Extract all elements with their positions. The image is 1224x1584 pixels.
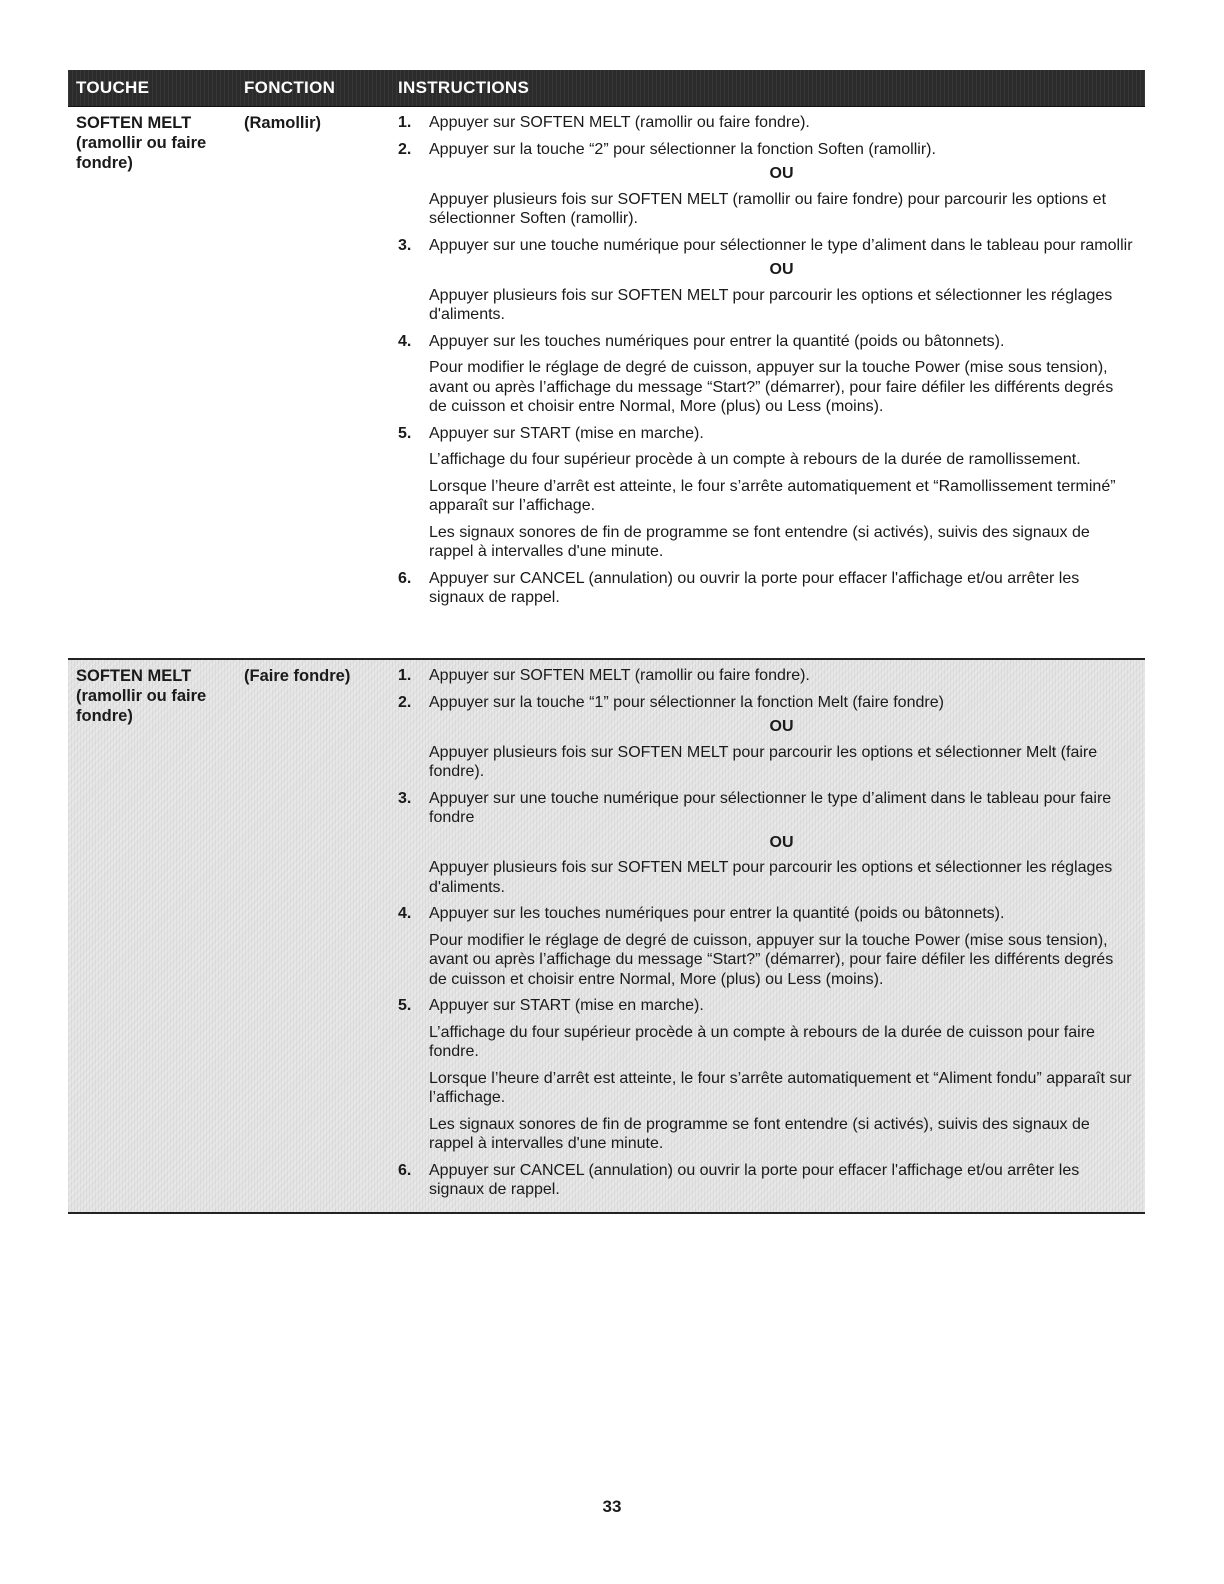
step-note: Lorsque l’heure d’arrêt est atteinte, le four s’arrête automatiquement et “Aliment fondu” apparaît sur l’affichage. xyxy=(429,1069,1132,1106)
step-text: Appuyer sur la touche “2” pour sélectionner la fonction Soften (ramollir). xyxy=(429,140,936,158)
step-note: Lorsque l’heure d’arrêt est atteinte, le four s’arrête automatiquement et “Ramollissement terminé” apparaît sur l’affichage. xyxy=(429,477,1116,514)
or-separator: OU xyxy=(769,833,794,851)
step-number: 1. xyxy=(398,667,412,684)
step-item xyxy=(394,140,1134,160)
step-number: 1. xyxy=(398,114,412,131)
key-cell xyxy=(76,113,241,173)
step-number: 5. xyxy=(398,997,412,1014)
step-item xyxy=(394,332,1134,352)
step-text: Appuyer sur START (mise en marche). xyxy=(429,424,704,442)
instructions-cell xyxy=(394,113,1134,615)
table-row-soften xyxy=(68,107,1145,658)
step-text: Appuyer sur START (mise en marche). xyxy=(429,997,704,1014)
step-text: Appuyer sur CANCEL (annulation) ou ouvrir la porte pour effacer l'affichage et/ou arrêter les signaux de rappel. xyxy=(429,1161,1080,1198)
step-number: 2. xyxy=(398,693,412,711)
header-touche: TOUCHE xyxy=(76,78,150,97)
step-number: 3. xyxy=(398,789,412,807)
key-line: SOFTEN MELT xyxy=(76,114,192,132)
table-header xyxy=(68,70,1145,107)
step-number: 4. xyxy=(398,905,412,922)
function-cell: (Ramollir) xyxy=(244,114,322,132)
step-note: L’affichage du four supérieur procède à un compte à rebours de la durée de ramollissement. xyxy=(429,451,1081,468)
step-text: Appuyer sur SOFTEN MELT (ramollir ou faire fondre). xyxy=(429,114,810,131)
key-line: fondre) xyxy=(76,154,133,172)
page-number: 33 xyxy=(602,1497,622,1516)
step-number: 6. xyxy=(398,1161,412,1179)
step-item xyxy=(394,904,1134,924)
instructions-table xyxy=(68,70,1145,1214)
step-note: Les signaux sonores de fin de programme se font entendre (si activés), suivis des signaux de rappel à intervalles d'une minute. xyxy=(429,1115,1090,1152)
step-item xyxy=(394,996,1134,1016)
instructions-cell xyxy=(394,666,1134,1207)
key-line: fondre) xyxy=(76,707,133,725)
step-note: Pour modifier le réglage de degré de cuisson, appuyer sur la touche Power (mise sous tension), avant ou après l’affichage du message “Start?” (démarrer), pour faire défiler les différents degrés de cuisson et choisir entre Normal, More (plus) ou Less (moins). xyxy=(429,359,1114,415)
step-text: Appuyer sur les touches numériques pour entrer la quantité (poids ou bâtonnets). xyxy=(429,332,1005,350)
step-number: 6. xyxy=(398,569,412,587)
step-number: 2. xyxy=(398,140,412,158)
header-fonction: FONCTION xyxy=(244,78,336,97)
or-separator: OU xyxy=(769,165,794,182)
header-instructions: INSTRUCTIONS xyxy=(398,78,530,97)
key-line: SOFTEN MELT xyxy=(76,667,192,685)
key-cell xyxy=(76,666,241,726)
step-note: Les signaux sonores de fin de programme se font entendre (si activés), suivis des signaux de rappel à intervalles d'une minute. xyxy=(429,523,1090,560)
step-alternative: Appuyer plusieurs fois sur SOFTEN MELT (ramollir ou faire fondre) pour parcourir les options et sélectionner Soften (ramollir). xyxy=(429,190,1107,227)
step-item xyxy=(394,1161,1134,1200)
step-note: Pour modifier le réglage de degré de cuisson, appuyer sur la touche Power (mise sous tension), avant ou après l’affichage du message “Start?” (démarrer), pour faire défiler les différents degrés de cuisson et choisir entre Normal, More (plus) ou Less (moins). xyxy=(429,931,1114,988)
step-text: Appuyer sur les touches numériques pour entrer la quantité (poids ou bâtonnets). xyxy=(429,905,1005,922)
step-item xyxy=(394,424,1134,444)
step-text: Appuyer sur SOFTEN MELT (ramollir ou faire fondre). xyxy=(429,667,810,684)
function-cell: (Faire fondre) xyxy=(244,667,351,685)
step-item xyxy=(394,113,1134,133)
step-alternative: Appuyer plusieurs fois sur SOFTEN MELT pour parcourir les options et sélectionner Melt (faire fondre). xyxy=(429,743,1098,780)
step-number: 4. xyxy=(398,332,412,350)
step-text: Appuyer sur CANCEL (annulation) ou ouvrir la porte pour effacer l'affichage et/ou arrêter les signaux de rappel. xyxy=(429,569,1080,606)
step-number: 3. xyxy=(398,236,412,254)
step-item xyxy=(394,666,1134,686)
key-line: (ramollir ou faire xyxy=(76,687,207,705)
step-text: Appuyer sur une touche numérique pour sélectionner le type d’aliment dans le tableau pour ramollir xyxy=(429,236,1133,254)
step-alternative: Appuyer plusieurs fois sur SOFTEN MELT pour parcourir les options et sélectionner les réglages d'aliments. xyxy=(429,859,1113,896)
step-note: L’affichage du four supérieur procède à un compte à rebours de la durée de cuisson pour faire fondre. xyxy=(429,1023,1095,1060)
or-separator: OU xyxy=(769,261,794,278)
or-separator: OU xyxy=(769,718,794,735)
step-item xyxy=(394,693,1134,713)
table-row-melt xyxy=(68,658,1145,1214)
step-text: Appuyer sur la touche “1” pour sélectionner la fonction Melt (faire fondre) xyxy=(429,693,944,711)
step-alternative: Appuyer plusieurs fois sur SOFTEN MELT pour parcourir les options et sélectionner les réglages d'aliments. xyxy=(429,286,1113,323)
step-number: 5. xyxy=(398,424,412,442)
step-item xyxy=(394,789,1134,828)
key-line: (ramollir ou faire xyxy=(76,134,207,152)
step-item xyxy=(394,236,1134,256)
step-item xyxy=(394,569,1134,608)
step-text: Appuyer sur une touche numérique pour sélectionner le type d’aliment dans le tableau pour faire fondre xyxy=(429,789,1112,826)
